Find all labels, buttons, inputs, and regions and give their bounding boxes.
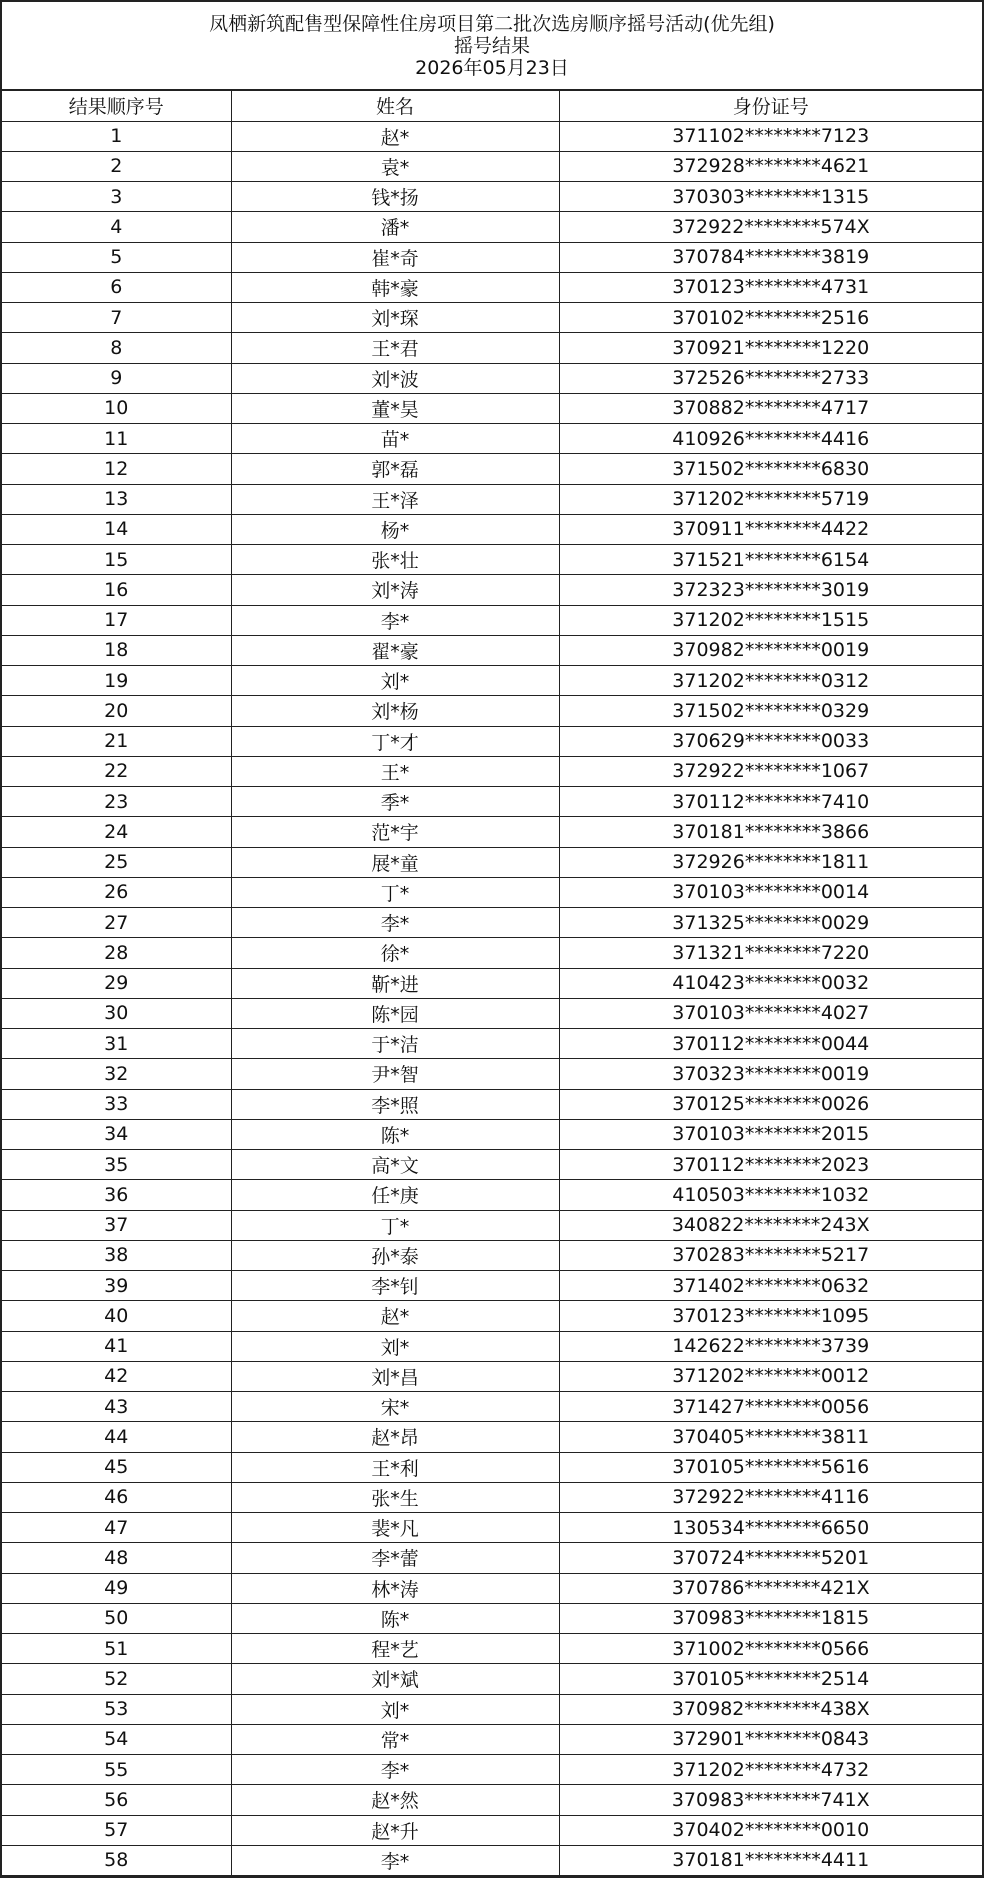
table-row <box>2 998 982 1028</box>
table-row <box>2 393 982 423</box>
order-cell: 35 <box>2 1150 231 1180</box>
id-number-cell: 370983********741X <box>559 1785 982 1815</box>
name-cell: 刘*斌 <box>231 1664 559 1694</box>
table-row <box>2 1603 982 1633</box>
name-cell: 宋* <box>231 1392 559 1422</box>
id-number-cell: 371202********0012 <box>559 1361 982 1391</box>
table-row <box>2 1755 982 1785</box>
name-cell: 丁*才 <box>231 726 559 756</box>
table-row <box>2 756 982 786</box>
order-cell: 14 <box>2 514 231 544</box>
table-row <box>2 333 982 363</box>
name-cell: 孙*泰 <box>231 1240 559 1270</box>
table-row <box>2 1452 982 1482</box>
order-cell: 33 <box>2 1089 231 1119</box>
table-row <box>2 151 982 181</box>
id-number-cell: 371202********0312 <box>559 666 982 696</box>
name-cell: 靳*进 <box>231 968 559 998</box>
order-cell: 32 <box>2 1059 231 1089</box>
order-cell: 38 <box>2 1240 231 1270</box>
table-row <box>2 1180 982 1210</box>
name-cell: 刘* <box>231 1331 559 1361</box>
id-number-cell: 371402********0632 <box>559 1271 982 1301</box>
id-number-cell: 370982********0019 <box>559 635 982 665</box>
id-number-cell: 370112********2023 <box>559 1150 982 1180</box>
id-number-cell: 371202********1515 <box>559 605 982 635</box>
order-cell: 30 <box>2 998 231 1028</box>
order-cell: 49 <box>2 1573 231 1603</box>
table-row <box>2 1815 982 1845</box>
name-cell: 任*庚 <box>231 1180 559 1210</box>
id-number-cell: 370283********5217 <box>559 1240 982 1270</box>
title-block <box>2 2 982 91</box>
order-cell: 16 <box>2 575 231 605</box>
name-cell: 展*童 <box>231 847 559 877</box>
order-cell: 51 <box>2 1634 231 1664</box>
id-number-cell: 371202********4732 <box>559 1755 982 1785</box>
id-number-cell: 370181********4411 <box>559 1845 982 1875</box>
table-row <box>2 1513 982 1543</box>
name-cell: 徐* <box>231 938 559 968</box>
id-number-cell: 370102********2516 <box>559 303 982 333</box>
table-row <box>2 1089 982 1119</box>
id-number-cell: 372526********2733 <box>559 363 982 393</box>
order-cell: 15 <box>2 545 231 575</box>
id-number-cell: 371502********6830 <box>559 454 982 484</box>
name-cell: 陈* <box>231 1603 559 1633</box>
id-number-cell: 370112********7410 <box>559 787 982 817</box>
order-cell: 53 <box>2 1694 231 1724</box>
table-row <box>2 1150 982 1180</box>
table-row <box>2 575 982 605</box>
table-row <box>2 1573 982 1603</box>
table-row <box>2 454 982 484</box>
name-cell: 王* <box>231 756 559 786</box>
order-cell: 1 <box>2 121 231 151</box>
table-row <box>2 1694 982 1724</box>
name-cell: 尹*智 <box>231 1059 559 1089</box>
order-cell: 50 <box>2 1603 231 1633</box>
id-number-cell: 372928********4621 <box>559 151 982 181</box>
order-cell: 23 <box>2 787 231 817</box>
table-row <box>2 212 982 242</box>
order-cell: 34 <box>2 1119 231 1149</box>
id-number-cell: 370123********4731 <box>559 272 982 302</box>
table-row <box>2 1331 982 1361</box>
name-cell: 刘* <box>231 1694 559 1724</box>
table-row <box>2 1482 982 1512</box>
name-cell: 范*宇 <box>231 817 559 847</box>
table-row <box>2 817 982 847</box>
name-cell: 杨* <box>231 514 559 544</box>
order-cell: 41 <box>2 1331 231 1361</box>
name-cell: 李* <box>231 908 559 938</box>
order-cell: 58 <box>2 1845 231 1875</box>
table-row <box>2 635 982 665</box>
order-cell: 45 <box>2 1452 231 1482</box>
column-header-name: 姓名 <box>231 91 559 121</box>
table-row <box>2 1119 982 1149</box>
name-cell: 林*涛 <box>231 1573 559 1603</box>
order-cell: 24 <box>2 817 231 847</box>
name-cell: 李*照 <box>231 1089 559 1119</box>
order-cell: 27 <box>2 908 231 938</box>
id-number-cell: 410926********4416 <box>559 424 982 454</box>
name-cell: 裴*凡 <box>231 1513 559 1543</box>
id-number-cell: 370105********5616 <box>559 1452 982 1482</box>
table-row <box>2 847 982 877</box>
order-cell: 48 <box>2 1543 231 1573</box>
order-cell: 7 <box>2 303 231 333</box>
name-cell: 李* <box>231 1845 559 1875</box>
name-cell: 高*文 <box>231 1150 559 1180</box>
name-cell: 刘*波 <box>231 363 559 393</box>
id-number-cell: 370103********2015 <box>559 1119 982 1149</box>
table-row <box>2 787 982 817</box>
name-cell: 韩*豪 <box>231 272 559 302</box>
name-cell: 翟*豪 <box>231 635 559 665</box>
id-number-cell: 370405********3811 <box>559 1422 982 1452</box>
table-row <box>2 605 982 635</box>
order-cell: 54 <box>2 1724 231 1754</box>
name-cell: 陈*园 <box>231 998 559 1028</box>
order-cell: 9 <box>2 363 231 393</box>
table-row <box>2 424 982 454</box>
table-row <box>2 908 982 938</box>
column-header-id: 身份证号 <box>559 91 982 121</box>
name-cell: 刘*昌 <box>231 1361 559 1391</box>
id-number-cell: 372922********1067 <box>559 756 982 786</box>
id-number-cell: 370786********421X <box>559 1573 982 1603</box>
order-cell: 26 <box>2 877 231 907</box>
id-number-cell: 370784********3819 <box>559 242 982 272</box>
table-row <box>2 1845 982 1875</box>
order-cell: 37 <box>2 1210 231 1240</box>
table-row <box>2 514 982 544</box>
id-number-cell: 370983********1815 <box>559 1603 982 1633</box>
name-cell: 丁* <box>231 1210 559 1240</box>
table-row <box>2 484 982 514</box>
id-number-cell: 370402********0010 <box>559 1815 982 1845</box>
id-number-cell: 130534********6650 <box>559 1513 982 1543</box>
id-number-cell: 371002********0566 <box>559 1634 982 1664</box>
id-number-cell: 371427********0056 <box>559 1392 982 1422</box>
order-cell: 3 <box>2 182 231 212</box>
order-cell: 55 <box>2 1755 231 1785</box>
name-cell: 赵* <box>231 121 559 151</box>
table-row <box>2 363 982 393</box>
order-cell: 25 <box>2 847 231 877</box>
order-cell: 6 <box>2 272 231 302</box>
order-cell: 42 <box>2 1361 231 1391</box>
id-number-cell: 370982********438X <box>559 1694 982 1724</box>
table-row <box>2 1029 982 1059</box>
order-cell: 11 <box>2 424 231 454</box>
order-cell: 22 <box>2 756 231 786</box>
name-cell: 李*钊 <box>231 1271 559 1301</box>
order-cell: 44 <box>2 1422 231 1452</box>
order-cell: 8 <box>2 333 231 363</box>
name-cell: 丁* <box>231 877 559 907</box>
order-cell: 56 <box>2 1785 231 1815</box>
id-number-cell: 372922********574X <box>559 212 982 242</box>
id-number-cell: 370911********4422 <box>559 514 982 544</box>
id-number-cell: 372926********1811 <box>559 847 982 877</box>
name-cell: 郭*磊 <box>231 454 559 484</box>
id-number-cell: 370303********1315 <box>559 182 982 212</box>
order-cell: 47 <box>2 1513 231 1543</box>
name-cell: 李*蕾 <box>231 1543 559 1573</box>
name-cell: 张*生 <box>231 1482 559 1512</box>
order-cell: 4 <box>2 212 231 242</box>
table-row <box>2 1240 982 1270</box>
name-cell: 崔*奇 <box>231 242 559 272</box>
order-cell: 39 <box>2 1271 231 1301</box>
id-number-cell: 370181********3866 <box>559 817 982 847</box>
id-number-cell: 372922********4116 <box>559 1482 982 1512</box>
order-cell: 28 <box>2 938 231 968</box>
id-number-cell: 370103********0014 <box>559 877 982 907</box>
table-row <box>2 968 982 998</box>
id-number-cell: 410423********0032 <box>559 968 982 998</box>
document-date: 2026年05月23日 <box>415 57 569 79</box>
order-cell: 40 <box>2 1301 231 1331</box>
name-cell: 季* <box>231 787 559 817</box>
id-number-cell: 371502********0329 <box>559 696 982 726</box>
table-row <box>2 182 982 212</box>
order-cell: 36 <box>2 1180 231 1210</box>
order-cell: 21 <box>2 726 231 756</box>
order-cell: 57 <box>2 1815 231 1845</box>
name-cell: 潘* <box>231 212 559 242</box>
table-row <box>2 1392 982 1422</box>
table-row <box>2 1724 982 1754</box>
table-row <box>2 666 982 696</box>
order-cell: 20 <box>2 696 231 726</box>
table-row <box>2 1543 982 1573</box>
order-cell: 29 <box>2 968 231 998</box>
table-row <box>2 272 982 302</box>
id-number-cell: 370882********4717 <box>559 393 982 423</box>
table-row <box>2 545 982 575</box>
id-number-cell: 371202********5719 <box>559 484 982 514</box>
name-cell: 王*利 <box>231 1452 559 1482</box>
document-title: 凤栖新筑配售型保障性住房项目第二批次选房顺序摇号活动(优先组) <box>209 13 775 35</box>
name-cell: 常* <box>231 1724 559 1754</box>
id-number-cell: 371521********6154 <box>559 545 982 575</box>
id-number-cell: 370125********0026 <box>559 1089 982 1119</box>
id-number-cell: 370323********0019 <box>559 1059 982 1089</box>
order-cell: 43 <box>2 1392 231 1422</box>
id-number-cell: 370629********0033 <box>559 726 982 756</box>
table-row <box>2 1271 982 1301</box>
table-row <box>2 303 982 333</box>
id-number-cell: 372901********0843 <box>559 1724 982 1754</box>
name-cell: 刘*杨 <box>231 696 559 726</box>
table-row <box>2 1785 982 1815</box>
name-cell: 董*昊 <box>231 393 559 423</box>
name-cell: 张*壮 <box>231 545 559 575</box>
table-row <box>2 726 982 756</box>
id-number-cell: 371102********7123 <box>559 121 982 151</box>
name-cell: 赵*然 <box>231 1785 559 1815</box>
name-cell: 赵*升 <box>231 1815 559 1845</box>
order-cell: 31 <box>2 1029 231 1059</box>
id-number-cell: 371325********0029 <box>559 908 982 938</box>
id-number-cell: 370123********1095 <box>559 1301 982 1331</box>
id-number-cell: 410503********1032 <box>559 1180 982 1210</box>
id-number-cell: 340822********243X <box>559 1210 982 1240</box>
order-cell: 19 <box>2 666 231 696</box>
results-table <box>2 91 982 1876</box>
order-cell: 52 <box>2 1664 231 1694</box>
name-cell: 苗* <box>231 424 559 454</box>
order-cell: 46 <box>2 1482 231 1512</box>
table-row <box>2 1664 982 1694</box>
name-cell: 王*君 <box>231 333 559 363</box>
name-cell: 陈* <box>231 1119 559 1149</box>
name-cell: 李* <box>231 1755 559 1785</box>
table-row <box>2 938 982 968</box>
name-cell: 刘*涛 <box>231 575 559 605</box>
order-cell: 18 <box>2 635 231 665</box>
id-number-cell: 370921********1220 <box>559 333 982 363</box>
id-number-cell: 370112********0044 <box>559 1029 982 1059</box>
table-row <box>2 1059 982 1089</box>
table-row <box>2 1301 982 1331</box>
table-row <box>2 1210 982 1240</box>
id-number-cell: 370103********4027 <box>559 998 982 1028</box>
name-cell: 王*泽 <box>231 484 559 514</box>
document-subtitle: 摇号结果 <box>453 35 530 57</box>
table-row <box>2 1634 982 1664</box>
order-cell: 17 <box>2 605 231 635</box>
id-number-cell: 370105********2514 <box>559 1664 982 1694</box>
id-number-cell: 370724********5201 <box>559 1543 982 1573</box>
name-cell: 赵* <box>231 1301 559 1331</box>
name-cell: 刘* <box>231 666 559 696</box>
name-cell: 刘*琛 <box>231 303 559 333</box>
id-number-cell: 372323********3019 <box>559 575 982 605</box>
order-cell: 10 <box>2 393 231 423</box>
name-cell: 赵*昂 <box>231 1422 559 1452</box>
id-number-cell: 371321********7220 <box>559 938 982 968</box>
name-cell: 袁* <box>231 151 559 181</box>
name-cell: 于*洁 <box>231 1029 559 1059</box>
order-cell: 12 <box>2 454 231 484</box>
order-cell: 2 <box>2 151 231 181</box>
id-number-cell: 142622********3739 <box>559 1331 982 1361</box>
column-header-order: 结果顺序号 <box>2 91 231 121</box>
table-row <box>2 242 982 272</box>
name-cell: 李* <box>231 605 559 635</box>
table-row <box>2 1361 982 1391</box>
order-cell: 13 <box>2 484 231 514</box>
table-row <box>2 696 982 726</box>
table-row <box>2 877 982 907</box>
table-row <box>2 1422 982 1452</box>
name-cell: 钱*扬 <box>231 182 559 212</box>
table-row <box>2 121 982 151</box>
order-cell: 5 <box>2 242 231 272</box>
name-cell: 程*艺 <box>231 1634 559 1664</box>
table-header-row <box>2 91 982 121</box>
